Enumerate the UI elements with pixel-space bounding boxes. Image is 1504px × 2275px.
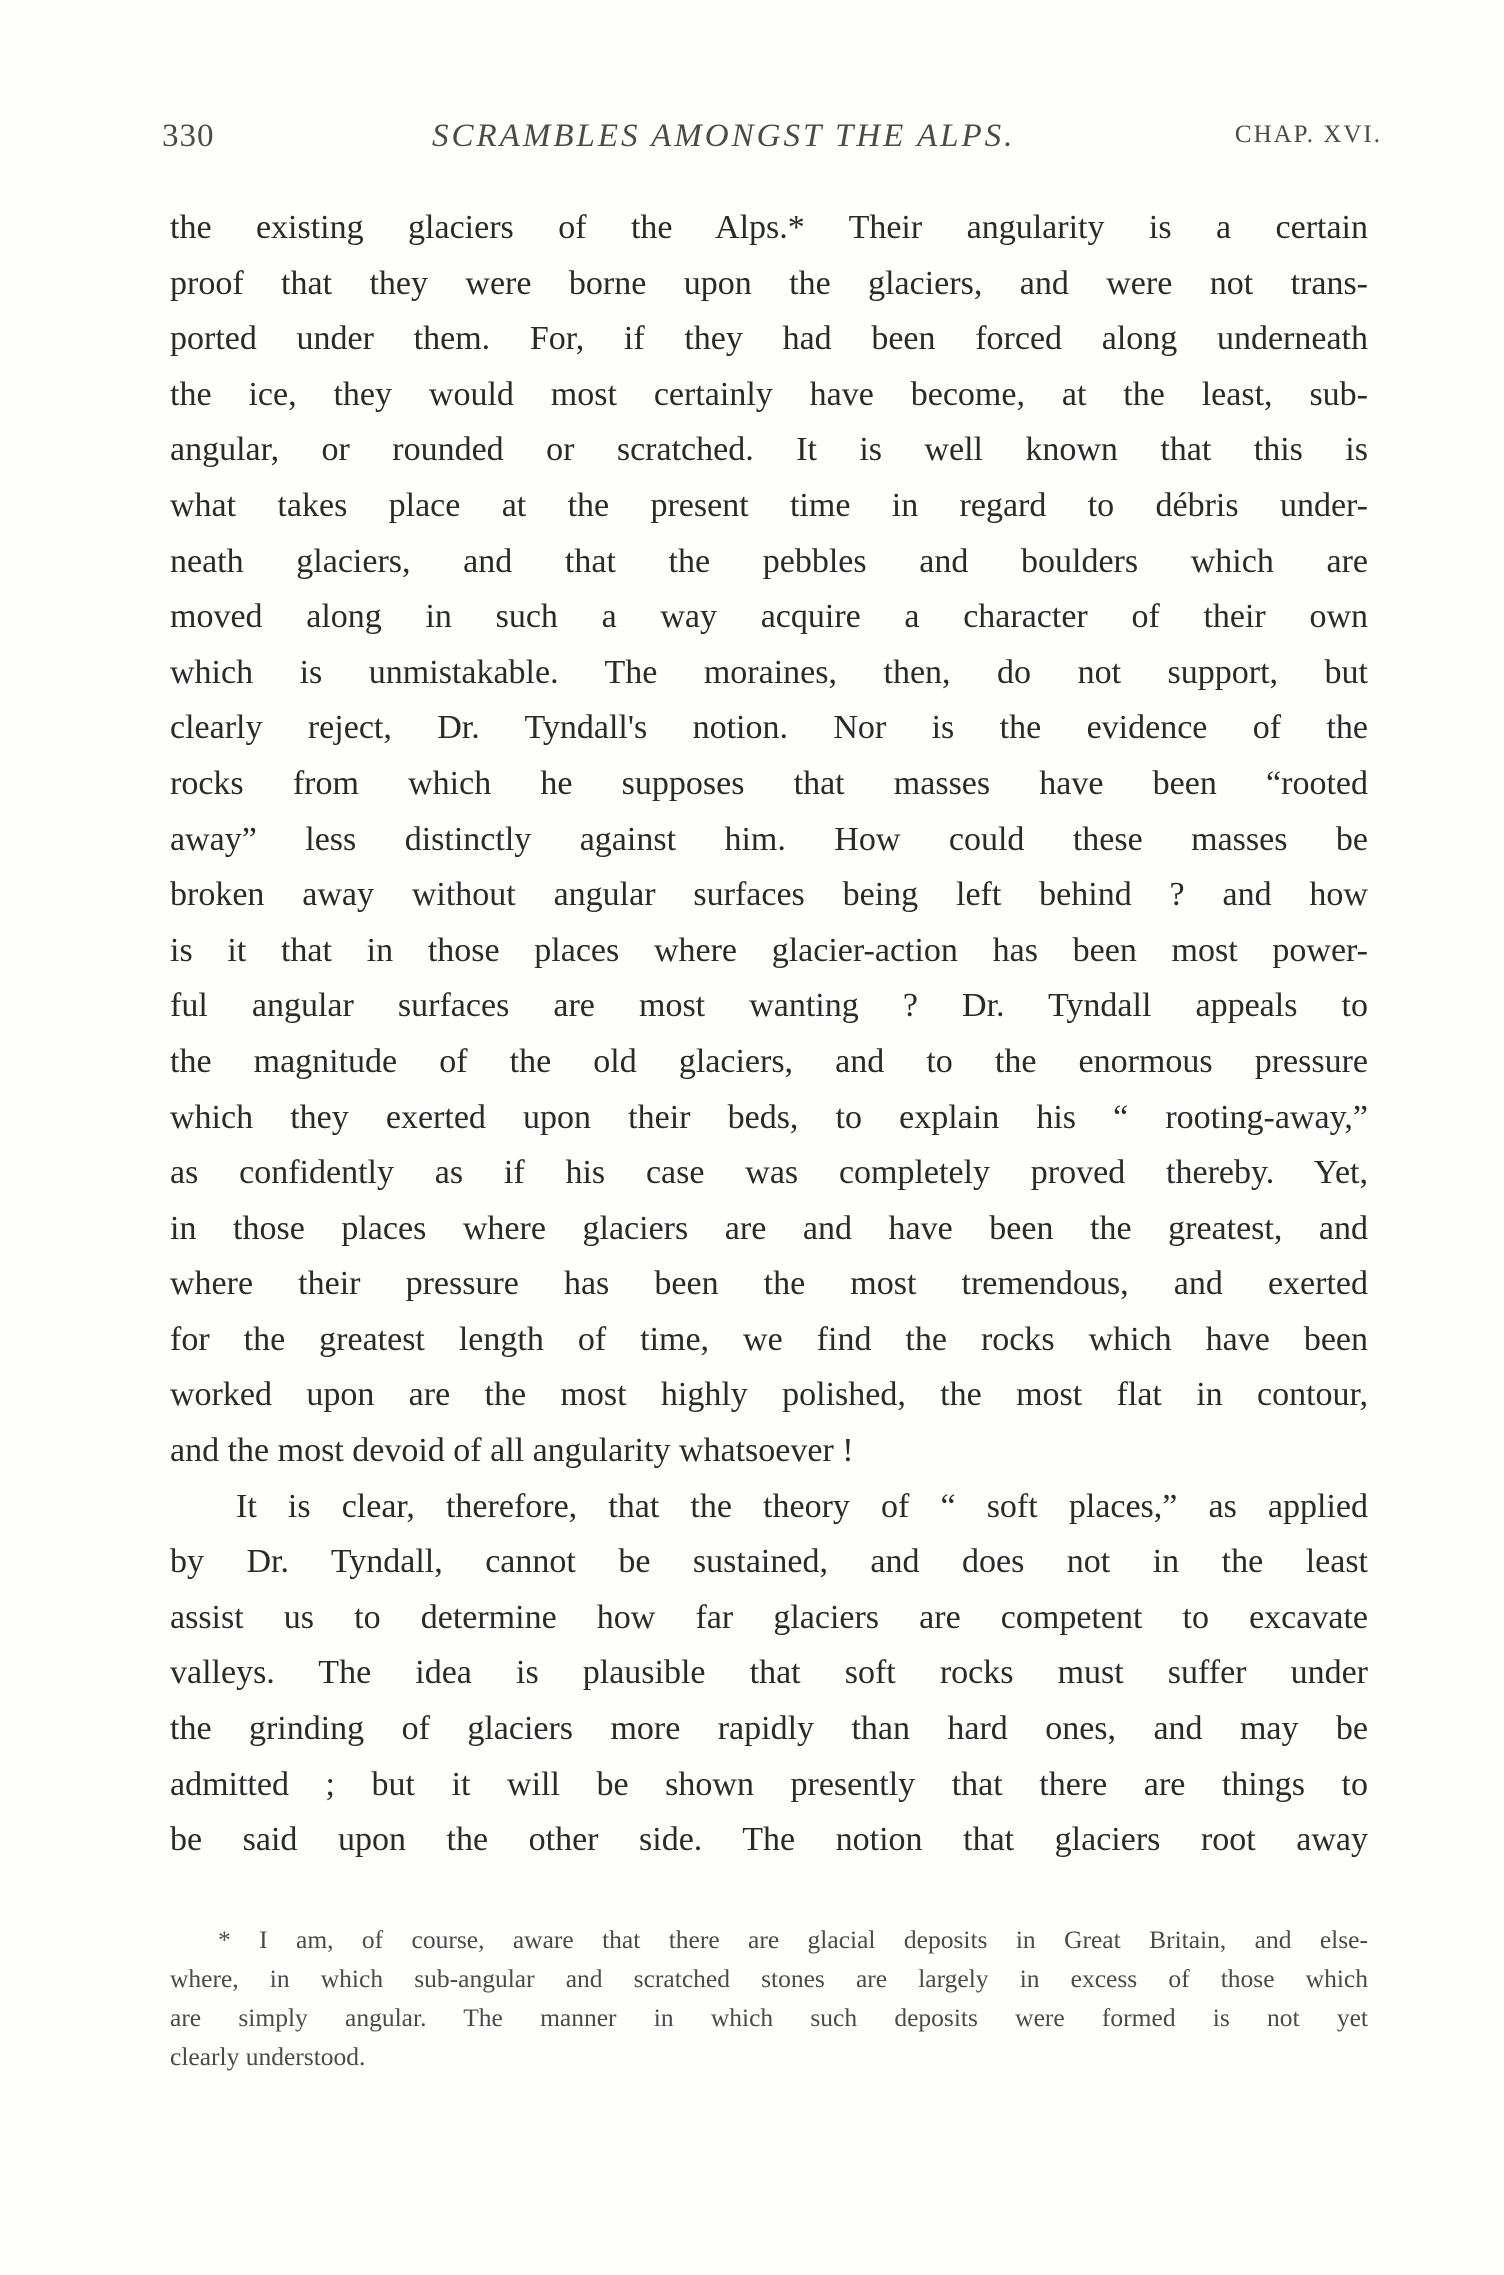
text-line: ful angular surfaces are most wanting ? Dr. Tyndall appeals to: [170, 987, 1368, 1025]
text-line: for the greatest length of time, we find the rocks which have been: [170, 1320, 1368, 1358]
text-line: which is unmistakable. The moraines, then, do not support, but: [170, 653, 1368, 691]
text-line: by Dr. Tyndall, cannot be sustained, and does not in the least: [170, 1543, 1368, 1581]
page-number: 330: [162, 118, 215, 154]
text-line: admitted ; but it will be shown presently that there are things to: [170, 1765, 1368, 1803]
running-head: [162, 118, 1382, 168]
text-line: what takes place at the present time in regard to débris under-: [170, 486, 1368, 524]
footnote-line: where, in which sub-angular and scratched stones are largely in excess of those which: [170, 1964, 1368, 1993]
text-line: the magnitude of the old glaciers, and to the enormous pressure: [170, 1042, 1368, 1080]
text-line: neath glaciers, and that the pebbles and boulders which are: [170, 542, 1368, 580]
text-line: ported under them. For, if they had been forced along underneath: [170, 320, 1368, 358]
text-line: is it that in those places where glacier-action has been most power-: [170, 931, 1368, 969]
text-line: valleys. The idea is plausible that soft rocks must suffer under: [170, 1654, 1368, 1692]
footnote-line: * I am, of course, aware that there are glacial deposits in Great Britain, and else-: [218, 1925, 1368, 1954]
paragraph-start-line: It is clear, therefore, that the theory of “ soft places,” as applied: [236, 1487, 1368, 1525]
chapter-label: CHAP. XVI.: [1234, 121, 1382, 148]
text-line: as confidently as if his case was completely proved thereby. Yet,: [170, 1154, 1368, 1192]
text-line: the ice, they would most certainly have become, at the least, sub-: [170, 375, 1368, 413]
text-line: which they exerted upon their beds, to explain his “ rooting-away,”: [170, 1098, 1368, 1136]
text-line: where their pressure has been the most tremendous, and exerted: [170, 1265, 1368, 1303]
footnote-line: are simply angular. The manner in which such deposits were formed is not yet: [170, 2003, 1368, 2032]
text-line: worked upon are the most highly polished, the most flat in contour,: [170, 1376, 1368, 1414]
text-line: be said upon the other side. The notion that glaciers root away: [170, 1821, 1368, 1859]
text-line: assist us to determine how far glaciers are competent to excavate: [170, 1598, 1368, 1636]
text-line: angular, or rounded or scratched. It is well known that this is: [170, 431, 1368, 469]
footnote-line: clearly understood.: [170, 2042, 366, 2071]
text-line: the grinding of glaciers more rapidly than hard ones, and may be: [170, 1710, 1368, 1748]
text-line: broken away without angular surfaces being left behind ? and how: [170, 876, 1368, 914]
running-title: SCRAMBLES AMONGST THE ALPS.: [432, 118, 1016, 154]
footnote: [170, 1920, 1368, 2076]
text-line: proof that they were borne upon the glaciers, and were not trans-: [170, 264, 1368, 302]
text-line: the existing glaciers of the Alps.* Their angularity is a certain: [170, 209, 1368, 246]
text-line: in those places where glaciers are and have been the greatest, and: [170, 1209, 1368, 1247]
text-line: away” less distinctly against him. How could these masses be: [170, 820, 1368, 858]
text-line: moved along in such a way acquire a character of their own: [170, 598, 1368, 636]
text-line: rocks from which he supposes that masses have been “rooted: [170, 764, 1368, 802]
paragraph-end-line: and the most devoid of all angularity whatsoever !: [170, 1432, 854, 1470]
text-line: clearly reject, Dr. Tyndall's notion. Nor is the evidence of the: [170, 709, 1368, 747]
body-text: [170, 200, 1368, 1868]
